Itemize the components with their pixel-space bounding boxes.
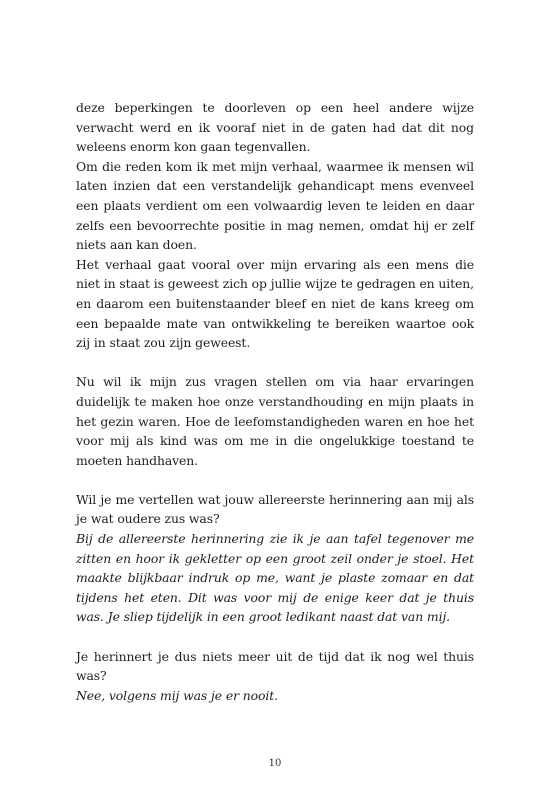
question-1: Wil je me vertellen wat jouw allereerste herinnering aan mij als je wat oudere zus was? <box>76 491 474 527</box>
paragraph-2: Om die reden kom ik met mijn verhaal, waarmee ik mensen wil laten inzien dat een verstandelijk gehandicapt mens evenveel een plaats verdient om een volwaardig leven te leiden en daar zelfs een bevoorrechte positie in mag nemen, omdat hij er zelf niets aan kan doen. <box>76 158 474 253</box>
body-text <box>76 98 474 705</box>
paragraph-4: Nu wil ik mijn zus vragen stellen om via haar ervaringen duidelijk te maken hoe onze verstandhouding en mijn plaats in het gezin waren. Hoe de leefomstandigheden waren en hoe het voor mij als kind was om me in die ongelukkige toestand te moeten handhaven. <box>76 374 474 468</box>
answer-2: Nee, volgens mij was je er nooit. <box>76 687 278 703</box>
paragraph-1: deze beperkingen te doorleven op een heel andere wijze verwacht werd en ik vooraf niet in de gaten had dat dit nog weleens enorm kon gaan tegenvallen. <box>76 100 474 155</box>
question-2: Je herinnert je dus niets meer uit de tijd dat ik nog wel thuis was? <box>76 648 474 684</box>
paragraph-3: Het verhaal gaat vooral over mijn ervaring als een mens die niet in staat is geweest zich op jullie wijze te gedragen en uiten, en daarom een buitenstaander bleef en niet de kans kreeg om een bepaalde mate van ontwikkeling te bereiken waartoe ook zij in staat zou zijn geweest. <box>76 256 474 351</box>
answer-1: Bij de allereerste herinnering zie ik je aan tafel tegenover me zitten en hoor ik gekletter op een groot zeil onder je stoel. Het maakte blijkbaar indruk op me, want je plaste zomaar en dat tijdens het eten. Dit was voor mij de enige keer dat je thuis was. Je sliep tijdelijk in een groot ledikant naast dat van mij. <box>76 531 474 625</box>
page-number: 10 <box>268 758 282 769</box>
